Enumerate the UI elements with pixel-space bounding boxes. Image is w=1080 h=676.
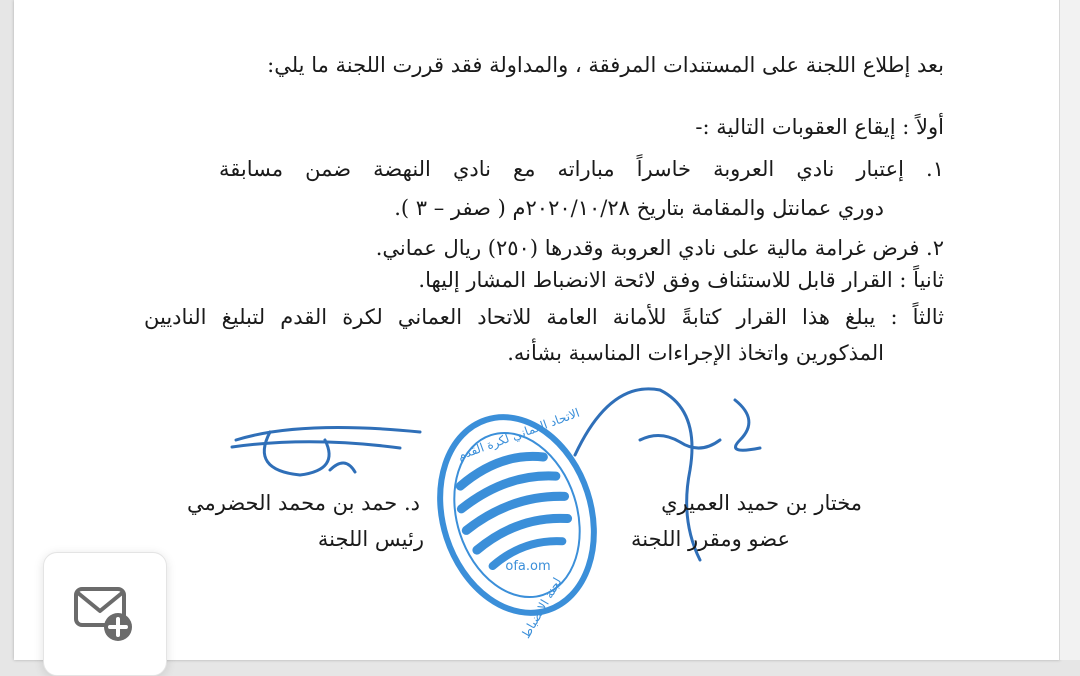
first-heading: أولاً : إيقاع العقوبات التالية :- [695, 115, 944, 139]
chair-name: د. حمد بن محمد الحضرمي [186, 491, 420, 515]
member-signature [232, 428, 420, 476]
item1-line1: ١. إعتبار نادي العروبة خاسراً مباراته مع نادي النهضة ضمن مسابقة [219, 157, 944, 181]
stamp-url: ofa.om [505, 559, 551, 574]
chair-role: رئيس اللجنة [317, 527, 424, 551]
stamp-bottom-text: لجنة الانضباط [518, 575, 565, 641]
intro-text: بعد إطلاع اللجنة على المستندات المرفقة ، والمداولة فقد قررت اللجنة ما يلي: [267, 53, 944, 77]
stamp-top-text: الاتحاد العماني لكرة القدم [455, 405, 582, 463]
third-clause-line1: ثالثاً : يبلغ هذا القرار كتابةً للأمانة العامة للاتحاد العماني لكرة القدم لتبليغ الناديين [144, 305, 944, 329]
item2-text: ٢. فرض غرامة مالية على نادي العروبة وقدرها (٢٥٠) ريال عماني. [375, 236, 944, 260]
member-name: مختار بن حميد العميري [661, 491, 862, 515]
item1-line2: دوري عمانتل والمقامة بتاريخ ٢٠٢٠/١٠/٢٨م ( صفر – ٣ ). [394, 196, 884, 220]
mail-add-icon [74, 583, 134, 643]
member-role: عضو ومقرر اللجنة [630, 527, 790, 551]
second-clause: ثانياً : القرار قابل للاستئناف وفق لائحة الانضباط المشار إليها. [418, 268, 944, 292]
third-clause-line2: المذكورين واتخاذ الإجراءات المناسبة بشأنه. [507, 341, 884, 365]
compose-mail-button[interactable] [43, 552, 167, 676]
